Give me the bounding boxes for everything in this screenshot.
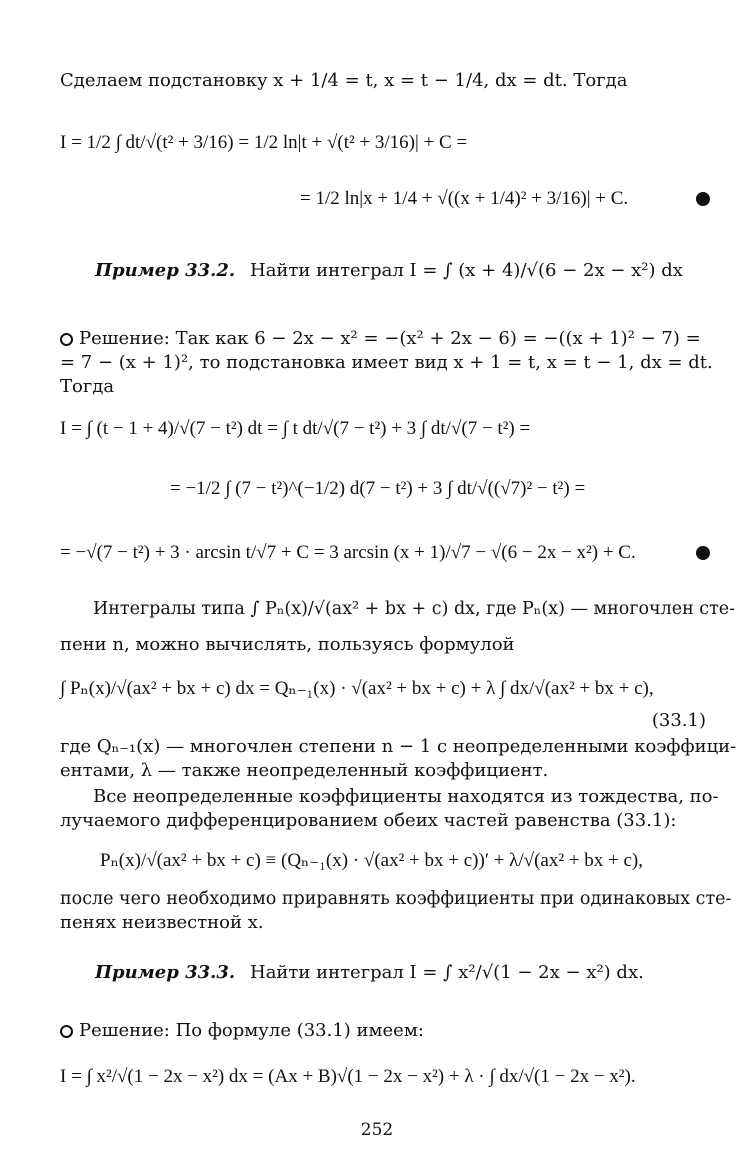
- formula-line: ∫ Pₙ(x)/√(ax² + bx + c) dx = Qₙ₋₁(x) · √(ax² + bx + c) + λ ∫ dx/√(ax² + bx + c),: [60, 678, 654, 699]
- example-heading: Пример 33.2.: [95, 260, 236, 281]
- equation-number: (33.1): [651, 710, 706, 731]
- formula-line: I = ∫ x²/√(1 − 2x − x²) dx = (Ax + B)√(1 − 2x − x²) + λ · ∫ dx/√(1 − 2x − x²).: [60, 1066, 636, 1087]
- formula-line: = −√(7 − t²) + 3 · arcsin t/√7 + C = 3 arcsin (x + 1)/√7 − √(6 − 2x − x²) + C.: [60, 542, 636, 563]
- text-line: = 7 − (x + 1)², то подстановка имеет вид x + 1 = t, x = t − 1, dx = dt.: [60, 352, 713, 373]
- formula-line: I = ∫ (t − 1 + 4)/√(7 − t²) dt = ∫ t dt/√(7 − t²) + 3 ∫ dt/√(7 − t²) =: [60, 418, 531, 439]
- formula-line: Pₙ(x)/√(ax² + bx + c) ≡ (Qₙ₋₁(x) · √(ax² + bx + c))′ + λ/√(ax² + bx + c),: [100, 850, 644, 871]
- text-line: ентами, λ — также неопределенный коэффициент.: [60, 760, 549, 781]
- formula-line: I = 1/2 ∫ dt/√(t² + 3/16) = 1/2 ln|t + √(t² + 3/16)| + C =: [60, 132, 468, 153]
- solution-line: Решение: По формуле (33.1) имеем:: [60, 1020, 424, 1042]
- text-line: Интегралы типа ∫ Pₙ(x)/√(ax² + bx + c) dx, где Pₙ(x) — многочлен сте-: [93, 599, 736, 619]
- text-line: Тогда: [60, 376, 115, 397]
- text-line: Все неопределенные коэффициенты находятся из тождества, по-: [93, 786, 719, 807]
- example-heading: Пример 33.3.: [95, 962, 236, 983]
- formula-line: = −1/2 ∫ (7 − t²)^(−1/2) d(7 − t²) + 3 ∫ dt/√((√7)² − t²) =: [170, 478, 586, 499]
- end-of-proof-bullet: [696, 192, 710, 206]
- end-of-proof-bullet: [696, 546, 710, 560]
- formula-line: = 1/2 ln|x + 1/4 + √((x + 1/4)² + 3/16)| + C.: [300, 188, 629, 209]
- solution-circle-icon: [60, 1025, 73, 1038]
- page-number: 252: [360, 1120, 394, 1140]
- text-line: где Qₙ₋₁(x) — многочлен степени n − 1 с неопределенными коэффици-: [60, 736, 737, 757]
- text-line: пенях неизвестной x.: [60, 912, 264, 933]
- text-line: Сделаем подстановку x + 1/4 = t, x = t − 1/4, dx = dt. Тогда: [60, 70, 628, 91]
- example-statement: Найти интеграл I = ∫ (x + 4)/√(6 − 2x − x²) dx: [250, 260, 683, 281]
- text-line: пени n, можно вычислять, пользуясь формулой: [60, 634, 515, 655]
- solution-circle-icon: [60, 333, 73, 346]
- text-line: после чего необходимо приравнять коэффициенты при одинаковых сте-: [60, 889, 732, 909]
- text-line: лучаемого дифференцированием обеих частей равенства (33.1):: [60, 810, 677, 831]
- example-statement: Найти интеграл I = ∫ x²/√(1 − 2x − x²) dx.: [250, 962, 644, 983]
- solution-line: Решение: Так как 6 − 2x − x² = −(x² + 2x − 6) = −((x + 1)² − 7) =: [60, 328, 701, 350]
